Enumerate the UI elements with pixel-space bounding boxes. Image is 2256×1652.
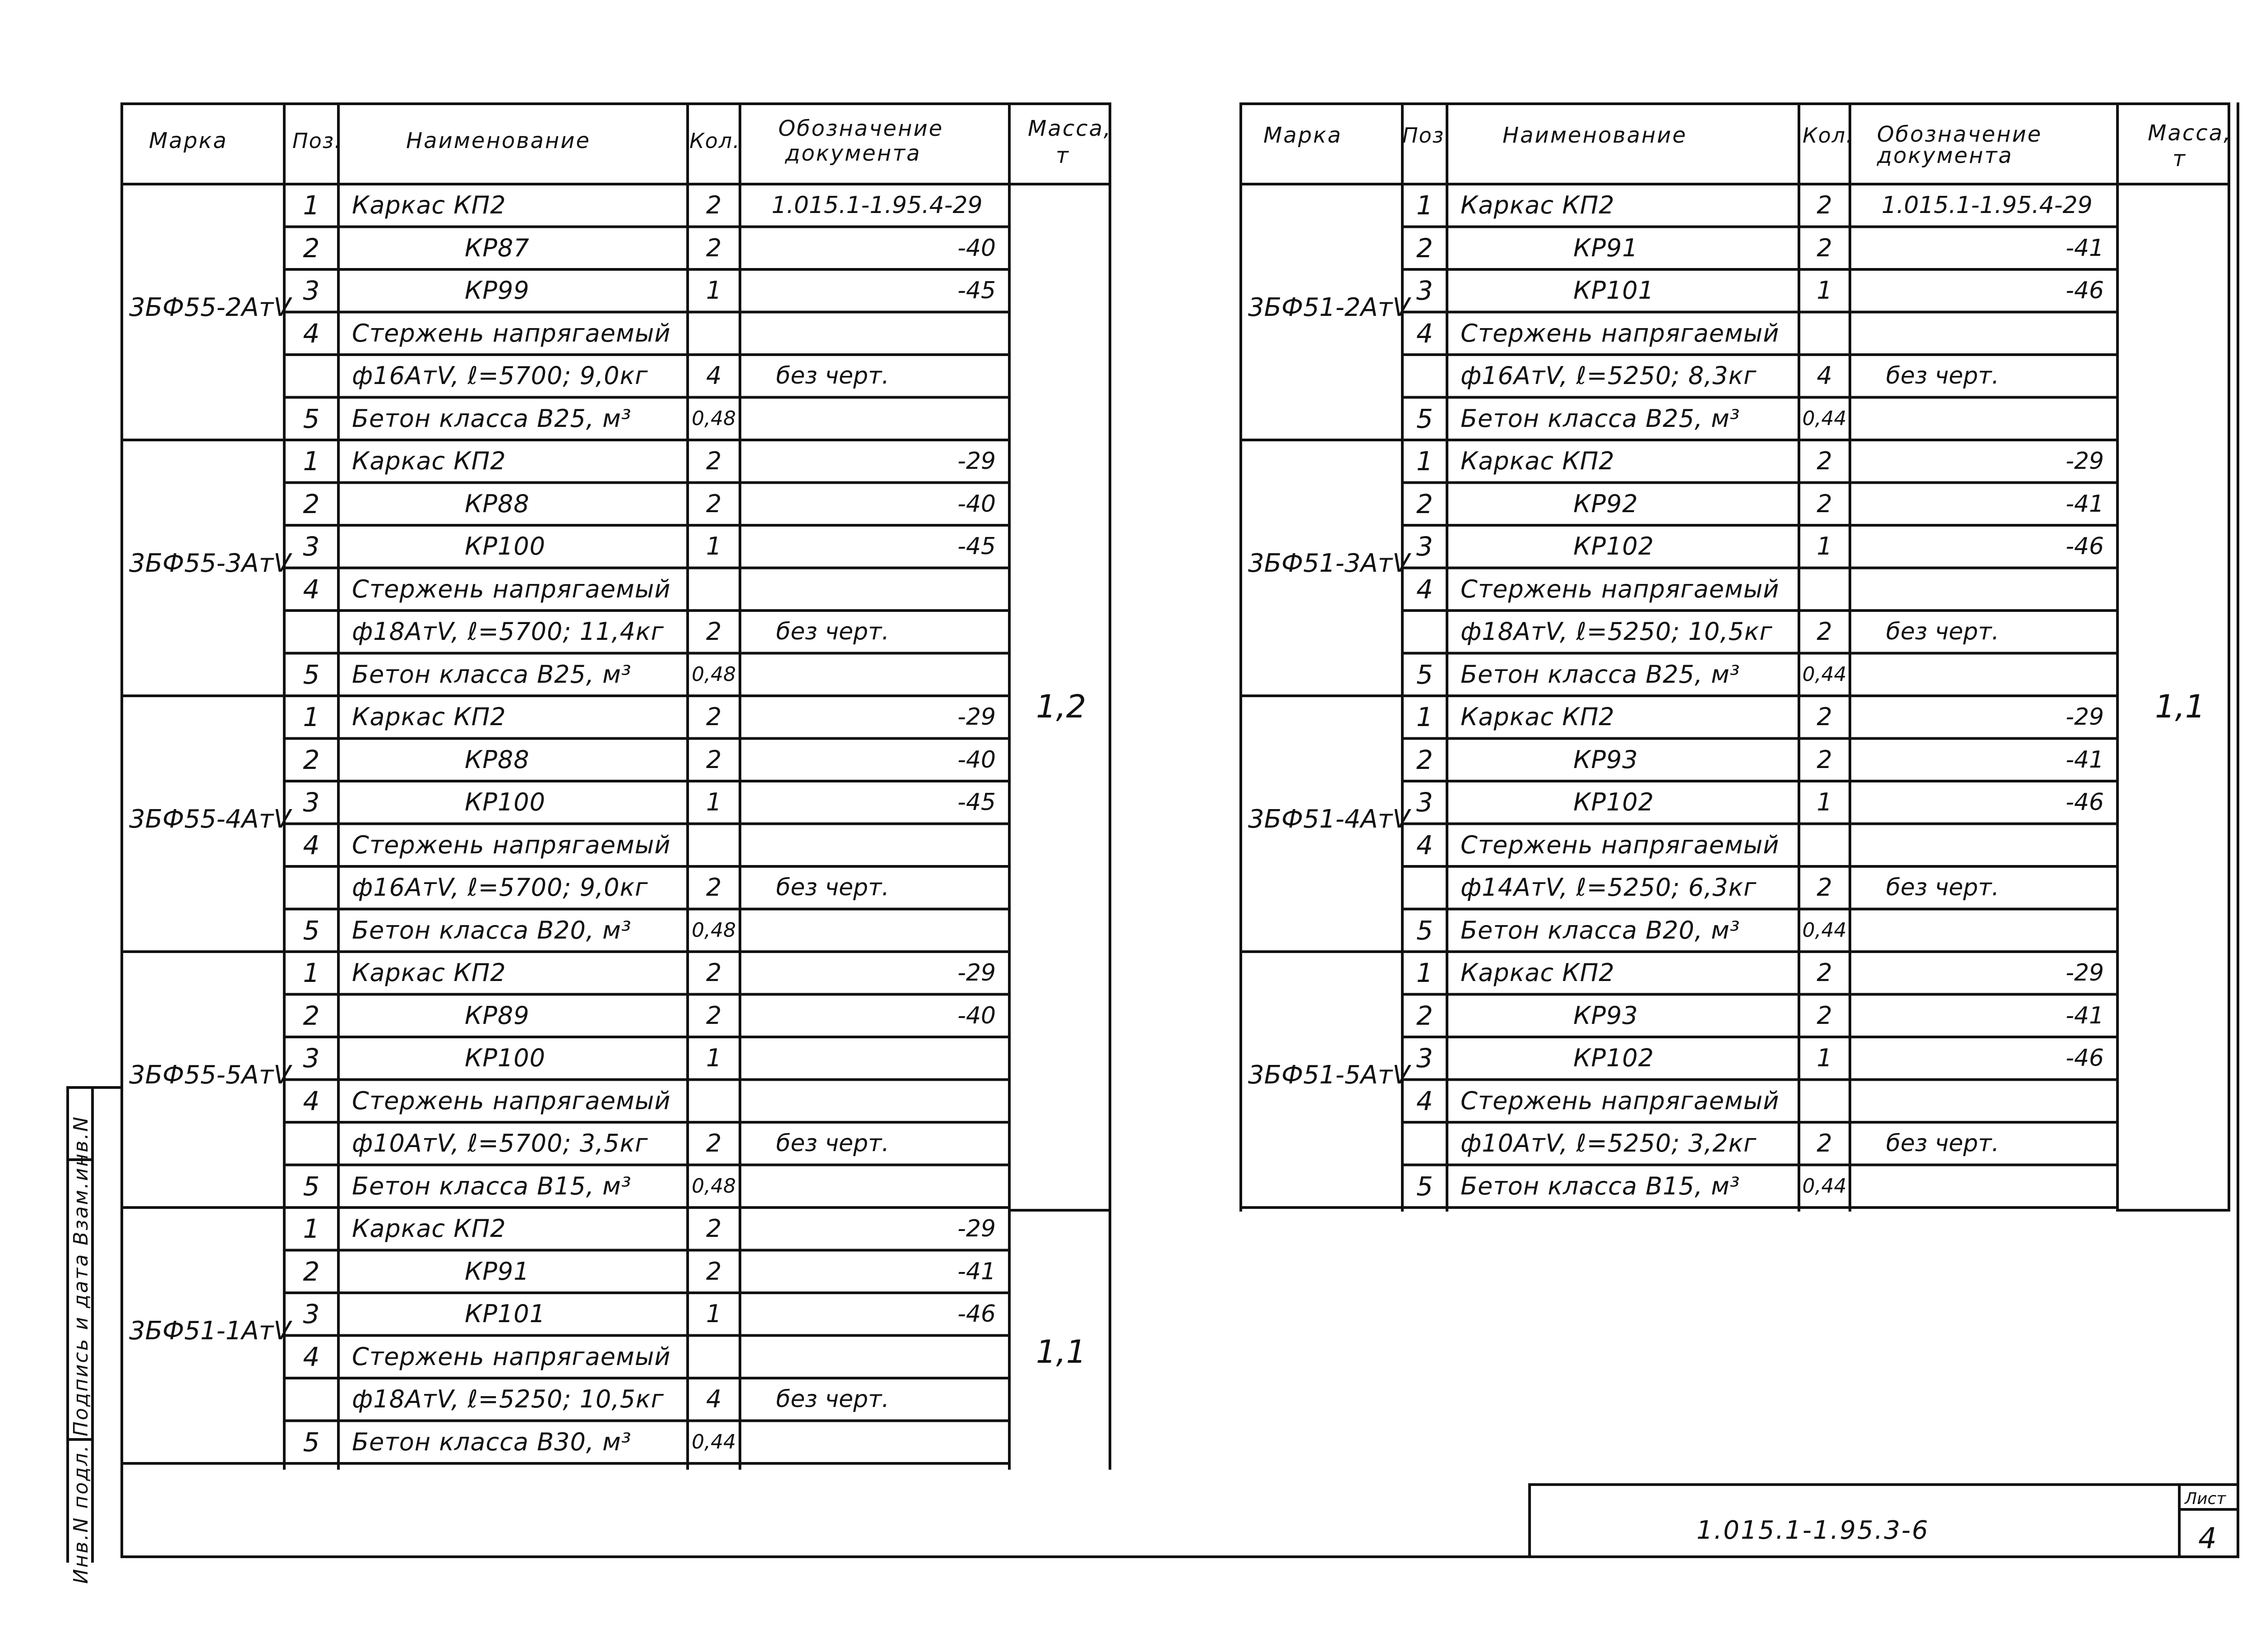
item-quantity: 0,44 (1802, 407, 1847, 430)
position-number: 4 (1416, 318, 1433, 349)
position-number: 1 (303, 1213, 320, 1245)
item-name: КР87 (465, 233, 530, 262)
item-quantity: 4 (706, 1385, 722, 1414)
sheet-label: Лист (2185, 1490, 2226, 1508)
item-quantity: 0,44 (1802, 918, 1847, 942)
product-mark: 3БФ55-5AтV (129, 1060, 291, 1090)
item-name: Бетон класса В30, м³ (352, 1427, 632, 1456)
side-margin-label: Инв.N подл. Подпись и дата Взам.инв.N (69, 1115, 92, 1584)
item-name: Стержень напрягаемый (352, 1342, 671, 1371)
left-header-mass-1: Масса, (1028, 116, 1112, 141)
item-name: ф10AтV, ℓ=5250; 3,2кг (1461, 1129, 1757, 1158)
item-quantity: 2 (706, 1129, 722, 1158)
position-number: 1 (303, 958, 320, 989)
item-quantity: 2 (1817, 1001, 1832, 1030)
product-mark: 3БФ55-2AтV (129, 292, 291, 322)
item-quantity: 2 (1817, 617, 1832, 646)
position-number: 2 (303, 1256, 320, 1287)
position-number: 4 (1416, 574, 1433, 605)
document-reference: -40 (957, 490, 996, 518)
item-name: КР91 (465, 1257, 530, 1286)
right-header-qty: Кол. (1803, 123, 1854, 148)
sheet-number: 4 (2198, 1522, 2217, 1555)
document-reference: -40 (957, 234, 996, 262)
position-number: 2 (1416, 488, 1433, 519)
item-quantity: 2 (1817, 958, 1832, 987)
position-number: 4 (303, 829, 320, 861)
position-number: 5 (303, 659, 320, 690)
item-name: КР100 (465, 788, 546, 817)
right-mass-value: 1,1 (2155, 688, 2205, 725)
item-name: КР101 (465, 1300, 546, 1328)
left-mass-value-1: 1,2 (1036, 688, 1086, 725)
document-code: 1.015.1-1.95.3-6 (1697, 1516, 1929, 1545)
position-number: 4 (303, 1341, 320, 1372)
item-name: Каркас КП2 (1461, 447, 1615, 476)
document-reference: -29 (957, 959, 996, 987)
item-name: ф14AтV, ℓ=5250; 6,3кг (1461, 873, 1757, 902)
document-reference: без черт. (776, 1386, 889, 1413)
item-quantity: 1 (706, 1300, 722, 1328)
item-quantity: 2 (706, 703, 722, 731)
document-reference: -45 (957, 533, 996, 560)
item-name: Каркас КП2 (1461, 191, 1615, 220)
item-quantity: 2 (706, 489, 722, 518)
item-name: КР93 (1573, 1001, 1638, 1030)
document-reference: -41 (2066, 490, 2104, 518)
item-quantity: 2 (1817, 873, 1832, 902)
document-reference: -46 (2066, 277, 2104, 305)
item-quantity: 2 (1817, 1129, 1832, 1158)
left-mass-value-2: 1,1 (1036, 1333, 1086, 1370)
position-number: 3 (303, 275, 320, 306)
item-quantity: 1 (1817, 276, 1832, 305)
product-mark: 3БФ51-5AтV (1248, 1060, 1410, 1090)
item-name: Каркас КП2 (1461, 703, 1615, 731)
item-quantity: 1 (706, 532, 722, 561)
item-name: Каркас КП2 (352, 703, 506, 731)
item-quantity: 0,44 (1802, 1174, 1847, 1198)
right-header-mass-2: т (2173, 146, 2187, 171)
item-quantity: 2 (1817, 447, 1832, 476)
document-reference: без черт. (1886, 874, 1999, 902)
document-reference: -46 (2066, 533, 2104, 560)
item-name: ф16AтV, ℓ=5700; 9,0кг (352, 873, 648, 902)
item-name: Бетон класса В25, м³ (352, 404, 632, 433)
item-name: ф18AтV, ℓ=5250; 10,5кг (352, 1385, 664, 1414)
item-name: ф18AтV, ℓ=5250; 10,5кг (1461, 617, 1773, 646)
position-number: 3 (303, 1043, 320, 1074)
document-reference: -46 (2066, 789, 2104, 816)
position-number: 1 (303, 446, 320, 477)
right-header-mass-1: Масса, (2148, 120, 2232, 146)
document-reference: -40 (957, 746, 996, 773)
position-number: 5 (303, 403, 320, 434)
document-reference: 1.015.1-1.95.4-29 (1882, 192, 2093, 219)
item-name: Стержень напрягаемый (1461, 830, 1780, 859)
document-reference: -40 (957, 1002, 996, 1029)
position-number: 4 (303, 574, 320, 605)
item-quantity: 1 (706, 1044, 722, 1073)
document-reference: -41 (2066, 1002, 2104, 1029)
item-quantity: 4 (1817, 361, 1832, 390)
document-reference: 1.015.1-1.95.4-29 (772, 192, 983, 219)
item-name: Бетон класса В25, м³ (1461, 404, 1740, 433)
item-quantity: 2 (706, 191, 722, 220)
document-reference: -41 (2066, 746, 2104, 773)
left-header-mark: Марка (149, 128, 228, 153)
product-mark: 3БФ51-1AтV (129, 1316, 291, 1346)
item-quantity: 1 (1817, 788, 1832, 817)
item-quantity: 2 (1817, 489, 1832, 518)
position-number: 5 (1416, 915, 1433, 946)
right-header-doc-2: документа (1877, 143, 2013, 168)
position-number: 3 (303, 787, 320, 818)
item-name: Каркас КП2 (352, 1214, 506, 1243)
item-name: Бетон класса В20, м³ (1461, 916, 1740, 944)
product-mark: 3БФ51-2AтV (1248, 292, 1410, 322)
item-name: КР99 (465, 276, 530, 305)
item-quantity: 2 (706, 873, 722, 902)
position-number: 4 (1416, 1085, 1433, 1116)
document-reference: -29 (2066, 959, 2104, 987)
item-name: Бетон класса В25, м³ (352, 660, 632, 689)
item-quantity: 2 (1817, 191, 1832, 220)
position-number: 1 (1416, 446, 1433, 477)
item-name: Стержень напрягаемый (1461, 319, 1780, 347)
position-number: 2 (303, 744, 320, 775)
document-reference: -45 (957, 789, 996, 816)
position-number: 2 (303, 1000, 320, 1031)
product-mark: 3БФ51-4AтV (1248, 804, 1410, 834)
item-name: Каркас КП2 (1461, 958, 1615, 987)
item-quantity: 2 (706, 1214, 722, 1243)
item-name: ф16AтV, ℓ=5700; 9,0кг (352, 361, 648, 390)
item-name: ф10AтV, ℓ=5700; 3,5кг (352, 1129, 648, 1158)
item-name: Стержень напрягаемый (352, 1086, 671, 1115)
right-header-name: Наименование (1502, 123, 1687, 148)
item-name: Стержень напрягаемый (352, 319, 671, 347)
item-quantity: 0,48 (692, 1174, 736, 1198)
document-reference: без черт. (776, 618, 889, 646)
item-quantity: 2 (706, 233, 722, 262)
item-quantity: 2 (706, 447, 722, 476)
position-number: 5 (303, 915, 320, 946)
item-quantity: 0,44 (1802, 662, 1847, 686)
position-number: 1 (303, 190, 320, 221)
item-name: КР89 (465, 1001, 530, 1030)
left-header-doc-2: документа (785, 141, 921, 166)
item-name: КР91 (1573, 233, 1638, 262)
document-reference: -46 (2066, 1045, 2104, 1072)
item-name: ф16AтV, ℓ=5250; 8,3кг (1461, 361, 1757, 390)
right-header-doc-1: Обозначение (1877, 122, 2043, 147)
item-name: КР100 (465, 1044, 546, 1073)
item-quantity: 4 (706, 361, 722, 390)
item-name: ф18AтV, ℓ=5700; 11,4кг (352, 617, 664, 646)
position-number: 3 (303, 1299, 320, 1330)
document-reference: без черт. (1886, 1130, 1999, 1157)
item-quantity: 2 (706, 1001, 722, 1030)
item-name: КР100 (465, 532, 546, 561)
item-quantity: 0,48 (692, 407, 736, 430)
right-header-mark: Марка (1263, 123, 1342, 148)
document-reference: -29 (957, 1215, 996, 1243)
document-reference: без черт. (776, 874, 889, 902)
document-reference: -29 (957, 703, 996, 731)
document-reference: без черт. (1886, 618, 1999, 646)
document-reference: -29 (2066, 703, 2104, 731)
position-number: 5 (303, 1426, 320, 1458)
position-number: 5 (1416, 403, 1433, 434)
position-number: 4 (303, 318, 320, 349)
item-quantity: 0,48 (692, 662, 736, 686)
item-quantity: 2 (706, 1257, 722, 1286)
position-number: 1 (1416, 190, 1433, 221)
item-quantity: 2 (706, 958, 722, 987)
item-name: КР88 (465, 745, 530, 774)
position-number: 2 (1416, 1000, 1433, 1031)
position-number: 4 (1416, 829, 1433, 861)
position-number: 3 (1416, 1043, 1433, 1074)
product-mark: 3БФ55-4AтV (129, 804, 291, 834)
position-number: 1 (1416, 702, 1433, 733)
left-header-doc-1: Обозначение (778, 116, 944, 141)
item-name: Бетон класса В25, м³ (1461, 660, 1740, 689)
product-mark: 3БФ51-3AтV (1248, 548, 1410, 578)
document-reference: -29 (957, 448, 996, 475)
item-quantity: 1 (706, 788, 722, 817)
item-name: Каркас КП2 (352, 958, 506, 987)
item-name: Стержень напрягаемый (352, 574, 671, 603)
document-reference: -45 (957, 277, 996, 305)
item-name: Каркас КП2 (352, 447, 506, 476)
item-name: КР101 (1573, 276, 1654, 305)
position-number: 1 (1416, 958, 1433, 989)
position-number: 2 (303, 488, 320, 519)
item-name: Стержень напрягаемый (1461, 1086, 1780, 1115)
left-header-pos: Поз. (292, 129, 342, 153)
item-quantity: 2 (1817, 745, 1832, 774)
document-reference: без черт. (1886, 362, 1999, 390)
item-name: КР102 (1573, 1044, 1654, 1073)
position-number: 5 (1416, 1171, 1433, 1202)
item-name: КР88 (465, 489, 530, 518)
document-reference: -29 (2066, 448, 2104, 475)
left-header-qty: Кол. (689, 129, 740, 153)
position-number: 4 (303, 1085, 320, 1116)
left-header-name: Наименование (406, 128, 591, 153)
position-number: 2 (303, 232, 320, 264)
item-quantity: 1 (1817, 532, 1832, 561)
item-name: КР93 (1573, 745, 1638, 774)
item-name: Стержень напрягаемый (1461, 574, 1780, 603)
document-reference: без черт. (776, 362, 889, 390)
position-number: 3 (1416, 531, 1433, 562)
item-name: Каркас КП2 (352, 191, 506, 220)
item-quantity: 0,44 (692, 1430, 736, 1453)
position-number: 3 (1416, 275, 1433, 306)
position-number: 1 (303, 702, 320, 733)
item-name: КР102 (1573, 532, 1654, 561)
item-quantity: 2 (706, 617, 722, 646)
item-name: Бетон класса В15, м³ (1461, 1171, 1740, 1200)
position-number: 5 (1416, 659, 1433, 690)
document-reference: -41 (2066, 234, 2104, 262)
item-name: Стержень напрягаемый (352, 830, 671, 859)
item-name: Бетон класса В20, м³ (352, 916, 632, 944)
item-name: КР102 (1573, 788, 1654, 817)
item-quantity: 2 (1817, 703, 1832, 731)
item-quantity: 1 (1817, 1044, 1832, 1073)
item-quantity: 1 (706, 276, 722, 305)
item-quantity: 2 (706, 745, 722, 774)
position-number: 2 (1416, 232, 1433, 264)
item-name: Бетон класса В15, м³ (352, 1171, 632, 1200)
item-name: КР92 (1573, 489, 1638, 518)
position-number: 3 (1416, 787, 1433, 818)
right-header-pos: Поз. (1402, 123, 1452, 148)
position-number: 2 (1416, 744, 1433, 775)
left-header-mass-2: т (1056, 143, 1070, 168)
position-number: 5 (303, 1171, 320, 1202)
document-reference: без черт. (776, 1130, 889, 1157)
item-quantity: 2 (1817, 233, 1832, 262)
item-quantity: 0,48 (692, 918, 736, 942)
document-reference: -46 (957, 1300, 996, 1328)
position-number: 3 (303, 531, 320, 562)
document-reference: -41 (957, 1258, 996, 1285)
product-mark: 3БФ55-3AтV (129, 548, 291, 578)
